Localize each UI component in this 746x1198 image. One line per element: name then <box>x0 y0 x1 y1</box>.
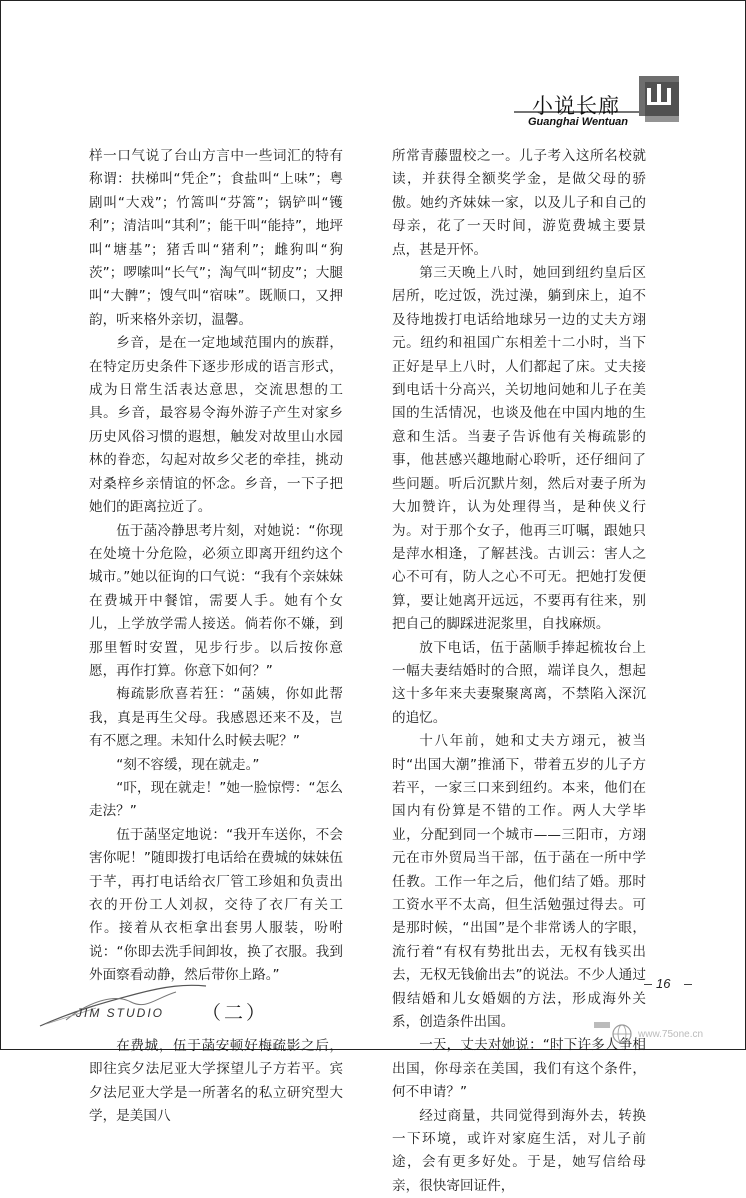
globe-logo-icon <box>592 1018 640 1048</box>
watermark-url: www.75one.cn <box>638 1029 704 1040</box>
page-number-rule-left <box>644 984 652 985</box>
paragraph: 伍于菡冷静思考片刻，对她说：“你现在处境十分危险，必须立即离开纽约这个城市。”她以征询的口气说：“我有个亲妹妹在费城开中餐馆，需要人手。她有个女儿，上学放学需人接送。倘若你不嫌，到那里暂时安置，见步行步。以后按你意愿，再作打算。你意下如何？” <box>89 522 343 679</box>
column-title: 小说长廊 <box>532 94 620 118</box>
paragraph: 所常青藤盟校之一。儿子考入这所名校就读，并获得全额奖学金，是做父母的骄傲。她约齐妹妹一家，以及儿子和自己的母亲，花了一天时间，游览费城主要景点，甚是开怀。 <box>392 148 646 258</box>
paragraph: 十八年前，她和丈夫方翊元，被当时“出国大潮”推涌下，带着五岁的儿子方若平，一家三口来到纽约。本来，他们在国内有份算是不错的工作。两人大学毕业，分配到同一个城市——三阳市，方翊元在市外贸局当干部，伍于菡在一所中学任教。工作一年之后，他们结了婚。那时工资水平不太高，但生活勉强过得去。可是那时候，“出国”是个非常诱人的字眼，流行着“有权有势批出去，无权有钱买出去，无权无钱偷出去”的说法。不少人通过假结婚和儿女婚姻的方法，形成海外关系，创造条件出国。 <box>392 733 646 1031</box>
column-logo-icon <box>635 74 685 128</box>
paragraph: 梅疏影欣喜若狂：“菡姨，你如此帮我，真是再生父母。我感恩还来不及，岂有不愿之理。未知什么时候去呢？” <box>89 686 343 750</box>
page-number-rule-right <box>684 984 692 985</box>
column-subtitle: Guanghai Wentuan <box>528 116 629 128</box>
paragraph: “吓，现在就走！”她一脸惊愕：“怎么走法？” <box>89 779 343 820</box>
site-watermark <box>590 1016 746 1046</box>
signature-swoosh-icon <box>36 980 216 1030</box>
paragraph: 第三天晚上八时，她回到纽约皇后区居所，吃过饭，洗过澡，躺到床上，迫不及待地拨打电话给地球另一边的丈夫方翊元。纽约和祖国广东相差十二小时，当下正好是早上八时，人们都起了床。丈夫接到电话十分高兴，关切地问她和儿子在美国的生活情况，也谈及他在中国内地的生意和生活。当妻子告诉他有关梅疏影的事，他甚感兴趣地耐心聆听，还仔细问了些问题。听后沉默片刻，然后对妻子所为大加赞许，认为处理得当，是种侠义行为。对于那个女子，他再三叮嘱，跟她只是萍水相逢，了解甚浅。古训云：害人之心不可有，防人之心不可无。把她打发便算，要让她离开远远，不要再有往来，别把自己的脚踩进泥浆里，自找麻烦。 <box>392 265 646 633</box>
studio-name: JIM STUDIO <box>76 1006 164 1020</box>
paragraph: 伍于菡坚定地说：“我开车送你，不会害你呢！”随即拨打电话给在费城的妹妹伍于芊，再打电话给衣厂管工珍姐和负责出衣的开份工人刘叔，交待了衣厂有关工作。接着从衣柜拿出套男人服装，吩咐说：“你即去洗手间卸妆，换了衣服。我到外面察看动静，然后带你上路。” <box>89 826 343 984</box>
page-number: 16 <box>656 976 671 991</box>
paragraph: 在费城，伍于菡安顿好梅疏影之后，即往宾夕法尼亚大学探望儿子方若平。宾夕法尼亚大学是一所著名的私立研究型大学，是美国八 <box>89 1038 343 1125</box>
section-header <box>512 66 692 128</box>
paragraph: 乡音，是在一定地域范围内的族群，在特定历史条件下逐步形成的语言形式，成为日常生活表达意思，交流思想的工具。乡音，最容易令海外游子产生对家乡历史风俗习惯的遐想，触发对故里山水园林的眷恋，勾起对故乡父老的牵挂，挑动对桑梓乡亲情谊的怀念。乡音，一下子把她们的距离拉近了。 <box>89 335 343 516</box>
paragraph: 经过商量，共同觉得到海外去，转换一下环境，或许对家庭生活，对儿子前途，会有更多好处。于是，她写信给母亲，很快寄回证件， <box>392 1107 646 1194</box>
paragraph: 放下电话，伍于菡顺手捧起梳妆台上一幅夫妻结婚时的合照，端详良久，想起这十多年来夫妻聚聚离离，不禁陷入深沉的追忆。 <box>392 639 646 726</box>
paragraph: “刻不容缓，现在就走。” <box>116 756 260 773</box>
paragraph: 样一口气说了台山方言中一些词汇的特有称谓：扶梯叫“凭企”；食盐叫“上味”；粤剧叫“大戏”；竹篙叫“芬篙”；锅铲叫“镬利”；清洁叫“其利”；能干叫“能持”，地坪叫“塘基”；猪舌叫“猪利”；雌狗叫“狗茨”；啰嗦叫“长气”；淘气叫“韧皮”；大腿叫“大髀”；馊气叫“宿味”。既顺口，又押韵，听来格外亲切，温馨。 <box>89 148 343 328</box>
section-title: （二） <box>201 1001 268 1024</box>
paragraph: 一天，丈夫对她说：“时下许多人争相出国，你母亲在美国，我们有这个条件，何不申请？” <box>392 1037 646 1101</box>
studio-signature <box>36 980 216 1030</box>
